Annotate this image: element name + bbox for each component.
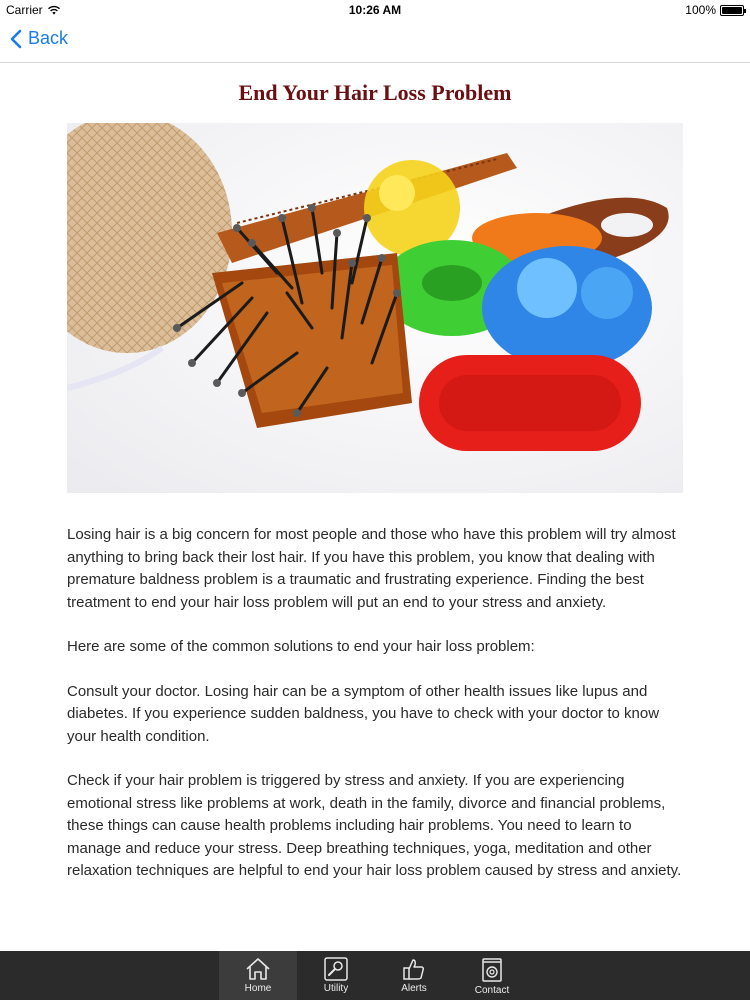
tab-bar (0, 951, 750, 1000)
article-title: End Your Hair Loss Problem (238, 80, 512, 105)
article-content[interactable] (0, 64, 750, 951)
status-bar (0, 0, 750, 20)
navigation-bar (0, 20, 750, 63)
tab-contact[interactable] (453, 951, 531, 1000)
paragraph: Consult your doctor. Losing hair can be a symptom of other health issues like lupus and diabetes. If you experience sudden baldness, you have to check with your doctor to know your health condition. (67, 682, 660, 745)
paragraph: Check if your hair problem is triggered by stress and anxiety. If you are experiencing emotional stress like problems at work, death in the family, divorce and financial problems, these things can cause health problems including hair problems. You need to learn to manage and reduce your stress. Deep breathing techniques, yoga, meditation and other relaxation techniques are helpful to end your hair loss problem caused by stress and anxiety. (67, 772, 682, 879)
tab-alerts-label: Alerts (401, 983, 427, 994)
tab-home-label: Home (244, 983, 272, 994)
battery-icon (720, 5, 744, 16)
status-time: 10:26 AM (348, 3, 402, 17)
back-label: Back (28, 28, 69, 48)
tab-contact-label: Contact (474, 985, 510, 996)
article-body (67, 524, 687, 905)
battery-group (685, 3, 744, 17)
back-button[interactable] (10, 28, 68, 49)
battery-percent: 100% (685, 3, 716, 17)
thumbs-up-icon (401, 957, 427, 981)
utility-icon (323, 957, 349, 981)
tab-utility-label: Utility (323, 983, 349, 994)
hero-image (67, 123, 683, 493)
hair-accessories-illustration (67, 123, 683, 493)
contact-icon (479, 957, 505, 983)
chevron-left-icon (10, 29, 22, 49)
paragraph: Here are some of the common solutions to end your hair loss problem: (67, 638, 535, 655)
home-icon (245, 957, 271, 981)
tab-home[interactable] (219, 951, 297, 1000)
carrier-label: Carrier (6, 3, 43, 17)
tab-utility[interactable] (297, 951, 375, 1000)
tab-alerts[interactable] (375, 951, 453, 1000)
paragraph: Losing hair is a big concern for most people and those who have this problem will try almost anything to bring back their lost hair. If you have this problem, you know that dealing with premature baldness problem is a traumatic and frustrating experience. Finding the best treatment to end your hair loss problem will put an end to your stress and anxiety. (67, 526, 676, 611)
